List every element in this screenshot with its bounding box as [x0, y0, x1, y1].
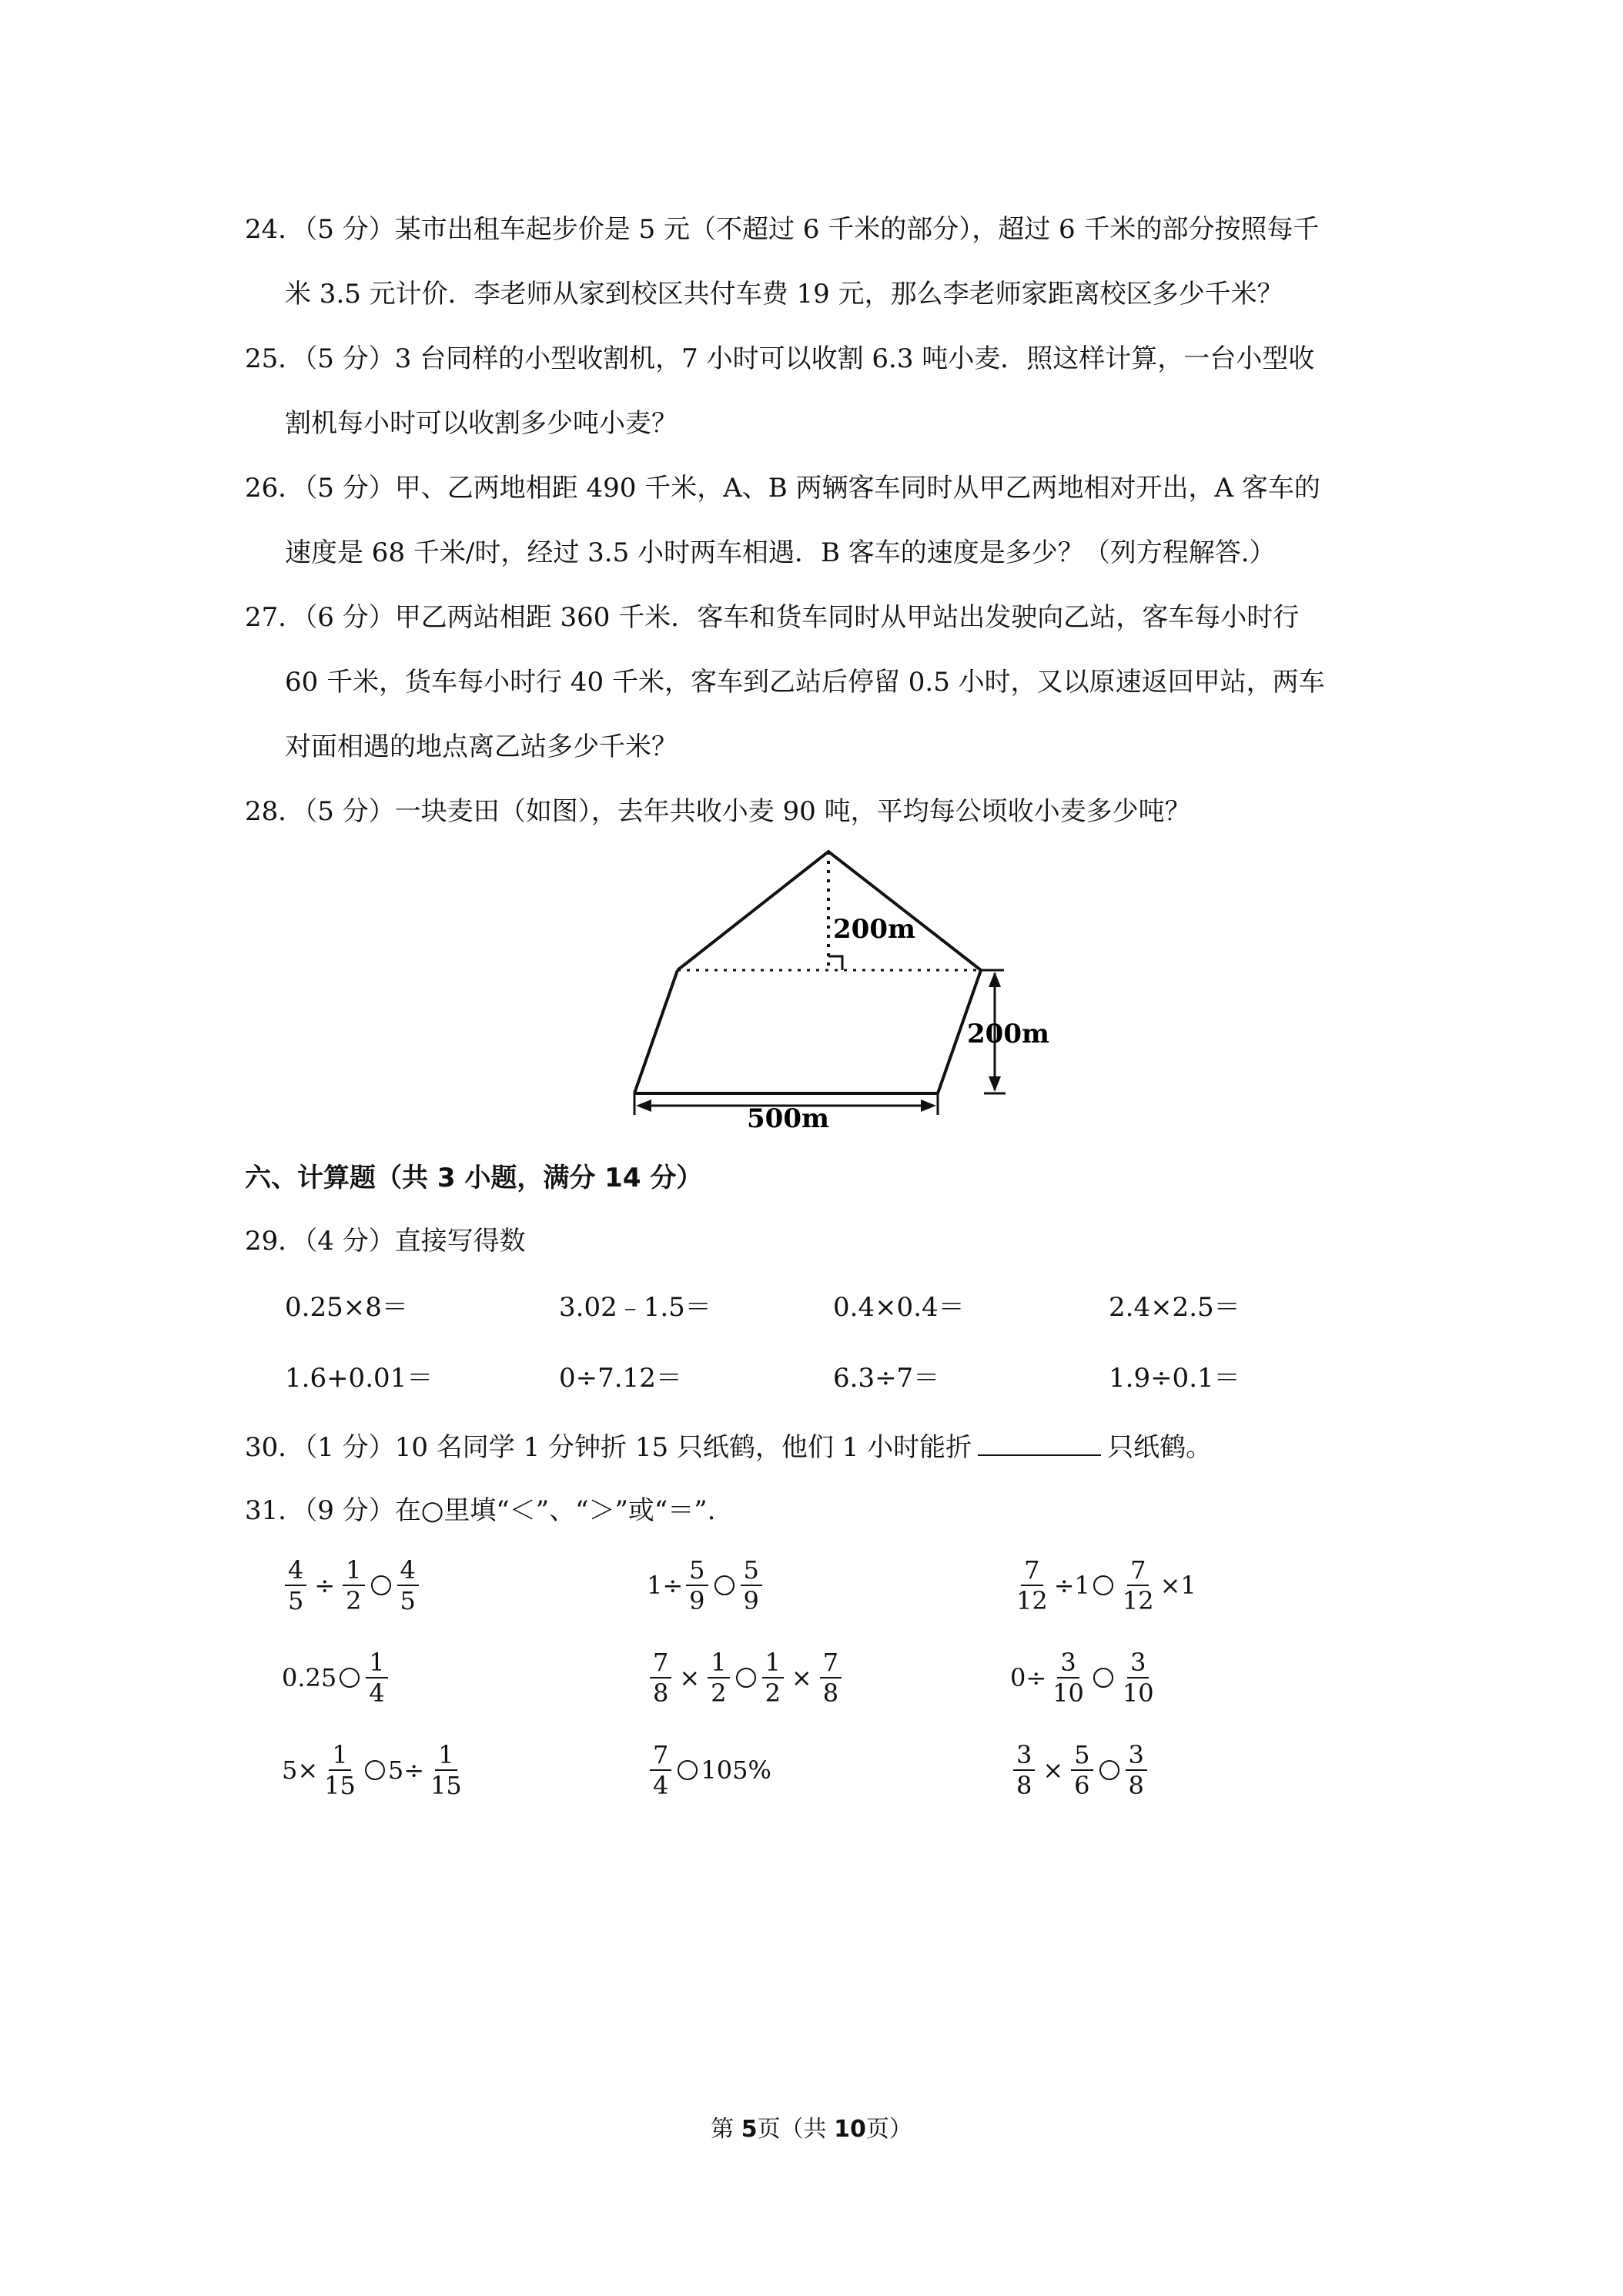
page-footer: 第 5页（共 10页） — [711, 2116, 912, 2143]
q28-line1: 28．（5 分）一块麦田（如图），去年共收小麦 90 吨，平均每公顷收小麦多少吨？ — [245, 796, 1191, 827]
q29-item-1: 0.25×8＝ — [285, 1292, 408, 1323]
q25-line2: 割机每小时可以收割多少吨小麦？ — [285, 408, 678, 439]
q30-text-before: 30．（1 分）10 名同学 1 分钟折 15 只纸鹤，他们 1 小时能折 — [245, 1432, 972, 1463]
q29-item-5: 1.6+0.01＝ — [285, 1363, 433, 1394]
compare-circle[interactable] — [340, 1668, 360, 1688]
q27-line1: 27．（6 分）甲乙两站相距 360 千米．客车和货车同时从甲站出发驶向乙站，客车每小时行 — [245, 602, 1300, 633]
triangle-outline — [678, 852, 981, 970]
q27-line2: 60 千米，货车每小时行 40 千米，客车到乙站后停留 0.5 小时，又以原速返回甲站，两车 — [285, 667, 1325, 698]
q31-expr-5: $\frac{7}{8}$ × $\frac{1}{2}$ $\frac{1}{2}$ × $\frac{7}{8}$ — [647, 1648, 845, 1708]
q30-answer-blank[interactable] — [978, 1431, 1101, 1456]
base-arrow-left — [636, 1099, 651, 1112]
q31-expr-8: $\frac{7}{4}$ 105% — [647, 1740, 771, 1800]
q26-line1: 26．（5 分）甲、乙两地相距 490 千米，A、B 两辆客车同时从甲乙两地相对开出，A 客车的 — [245, 473, 1320, 504]
q29-item-3: 0.4×0.4＝ — [833, 1292, 965, 1323]
q24-line1: 24．（5 分）某市出租车起步价是 5 元（不超过 6 千米的部分），超过 6 千米的部分按照每千 — [245, 214, 1320, 245]
triangle-height-label: 200m — [833, 914, 915, 945]
right-angle-marker — [828, 956, 842, 970]
q31-expr-3: $\frac{7}{12}$ ÷1 $\frac{7}{12}$ ×1 — [1016, 1555, 1196, 1615]
compare-circle[interactable] — [371, 1575, 391, 1595]
base-arrow-right — [921, 1099, 936, 1112]
q27-line3: 对面相遇的地点离乙站多少千米？ — [285, 731, 678, 762]
compare-circle[interactable] — [736, 1668, 756, 1688]
q29-item-8: 1.9÷0.1＝ — [1109, 1363, 1240, 1394]
q31-expr-2: 1÷ $\frac{5}{9}$ $\frac{5}{9}$ — [647, 1555, 765, 1615]
q29-item-6: 0÷7.12＝ — [559, 1363, 682, 1394]
compare-circle[interactable] — [1099, 1760, 1119, 1780]
q26-line2: 速度是 68 千米/时，经过 3.5 小时两车相遇．B 客车的速度是多少？（列方程解答.） — [285, 537, 1276, 568]
q31-expr-4: 0.25 $\frac{1}{4}$ — [282, 1648, 391, 1708]
q30-text-after: 只纸鹤。 — [1107, 1432, 1213, 1463]
page-total: 10 — [834, 2116, 866, 2143]
q29-item-2: 3.02﹣1.5＝ — [559, 1292, 711, 1323]
wheat-field-figure — [616, 845, 1062, 1138]
q31-expr-6: 0÷ $\frac{3}{10}$ $\frac{3}{10}$ — [1010, 1648, 1154, 1708]
right-height-arrow-up — [989, 972, 1001, 987]
page-number: 5 — [741, 2116, 758, 2143]
q29-title: 29．（4 分）直接写得数 — [245, 1226, 526, 1257]
compare-circle[interactable] — [365, 1760, 385, 1780]
right-height-label: 200m — [967, 1019, 1049, 1049]
section-6-title: 六、计算题（共 3 小题，满分 14 分） — [245, 1163, 703, 1193]
compare-circle[interactable] — [1093, 1575, 1113, 1595]
parallelogram-left-side — [634, 970, 678, 1093]
right-height-arrow-down — [989, 1076, 1001, 1092]
q24-line2: 米 3.5 元计价．李老师从家到校区共付车费 19 元，那么李老师家距离校区多少千米？ — [285, 279, 1283, 310]
q31-expr-1: $\frac{4}{5}$ ÷ $\frac{1}{2}$ $\frac{4}{5}$ — [282, 1555, 422, 1615]
q31-expr-9: $\frac{3}{8}$ × $\frac{5}{6}$ $\frac{3}{8}$ — [1010, 1740, 1150, 1800]
compare-circle[interactable] — [1093, 1668, 1113, 1688]
q29-item-4: 2.4×2.5＝ — [1109, 1292, 1240, 1323]
q25-line1: 25．（5 分）3 台同样的小型收割机，7 小时可以收割 6.3 吨小麦．照这样计算，一台小型收 — [245, 343, 1315, 374]
compare-circle[interactable] — [714, 1575, 735, 1595]
q31-expr-7: 5× $\frac{1}{15}$ 5÷ $\frac{1}{15}$ — [282, 1740, 462, 1800]
q29-item-7: 6.3÷7＝ — [833, 1363, 940, 1394]
compare-circle[interactable] — [678, 1760, 698, 1780]
q30-line — [245, 1431, 1212, 1464]
base-label: 500m — [747, 1103, 829, 1134]
q31-title: 31．（9 分）在○里填“＜”、“＞”或“＝”. — [245, 1495, 716, 1526]
